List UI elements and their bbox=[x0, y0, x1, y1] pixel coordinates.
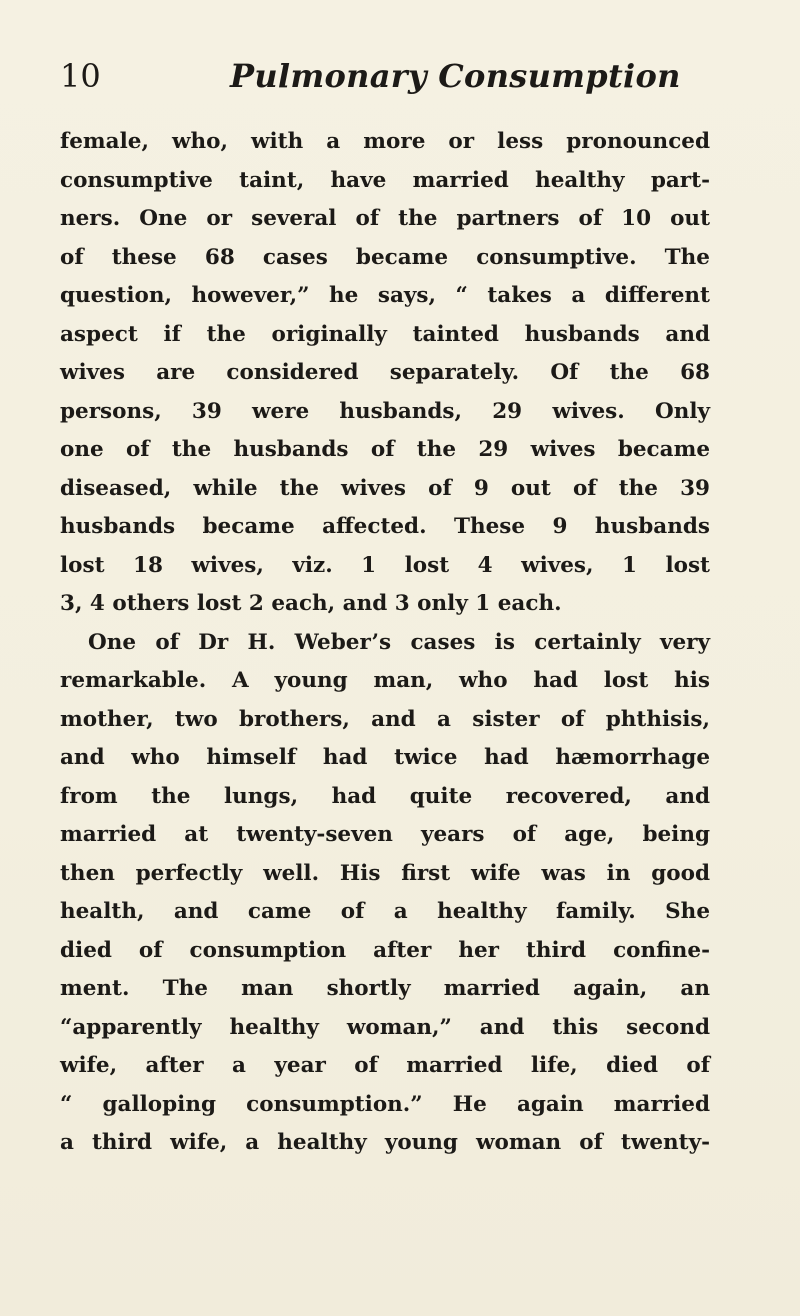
text-line: “ galloping consumption.” He again married bbox=[60, 1091, 710, 1117]
text-line: married at twenty-seven years of age, being bbox=[60, 822, 710, 847]
text-line: died of consumption after her third confine- bbox=[60, 937, 710, 963]
text-line: ners. One or several of the partners of 10 out bbox=[60, 206, 710, 231]
text-line: health, and came of a healthy family. She bbox=[60, 899, 710, 924]
running-title: Pulmonary Consumption bbox=[230, 57, 681, 95]
text-line: question, however,” he says, “ takes a different bbox=[60, 283, 710, 308]
body-text bbox=[60, 123, 710, 1163]
text-line: a third wife, a healthy young woman of twenty- bbox=[60, 1130, 710, 1155]
text-line: of these 68 cases became consumptive. The bbox=[60, 244, 710, 270]
paragraph-start-line: One of Dr H. Weber’s cases is certainly very bbox=[88, 629, 710, 655]
text-line: “apparently healthy woman,” and this second bbox=[60, 1014, 710, 1040]
text-line: ment. The man shortly married again, an bbox=[60, 976, 710, 1001]
text-line: diseased, while the wives of 9 out of the 39 bbox=[60, 475, 710, 501]
paragraph-end-line: 3, 4 others lost 2 each, and 3 only 1 each. bbox=[60, 591, 562, 616]
text-line: female, who, with a more or less pronounced bbox=[60, 129, 710, 154]
text-line: husbands became affected. These 9 husbands bbox=[60, 514, 710, 539]
text-line: one of the husbands of the 29 wives became bbox=[60, 437, 710, 462]
text-line: mother, two brothers, and a sister of phthisis, bbox=[60, 706, 710, 732]
text-line: remarkable. A young man, who had lost his bbox=[60, 668, 710, 693]
text-line: then perfectly well. His first wife was in good bbox=[60, 860, 710, 886]
text-line: aspect if the originally tainted husbands and bbox=[60, 321, 710, 347]
page-header bbox=[60, 56, 720, 104]
text-line: persons, 39 were husbands, 29 wives. Only bbox=[60, 398, 710, 424]
text-line: consumptive taint, have married healthy part- bbox=[60, 167, 710, 193]
text-line: lost 18 wives, viz. 1 lost 4 wives, 1 lost bbox=[60, 552, 710, 578]
page-number: 10 bbox=[60, 57, 101, 95]
text-line: and who himself had twice had hæmorrhage bbox=[60, 745, 710, 770]
text-line: wife, after a year of married life, died of bbox=[60, 1053, 710, 1078]
text-line: from the lungs, had quite recovered, and bbox=[60, 783, 710, 809]
text-line: wives are considered separately. Of the 68 bbox=[60, 360, 710, 385]
